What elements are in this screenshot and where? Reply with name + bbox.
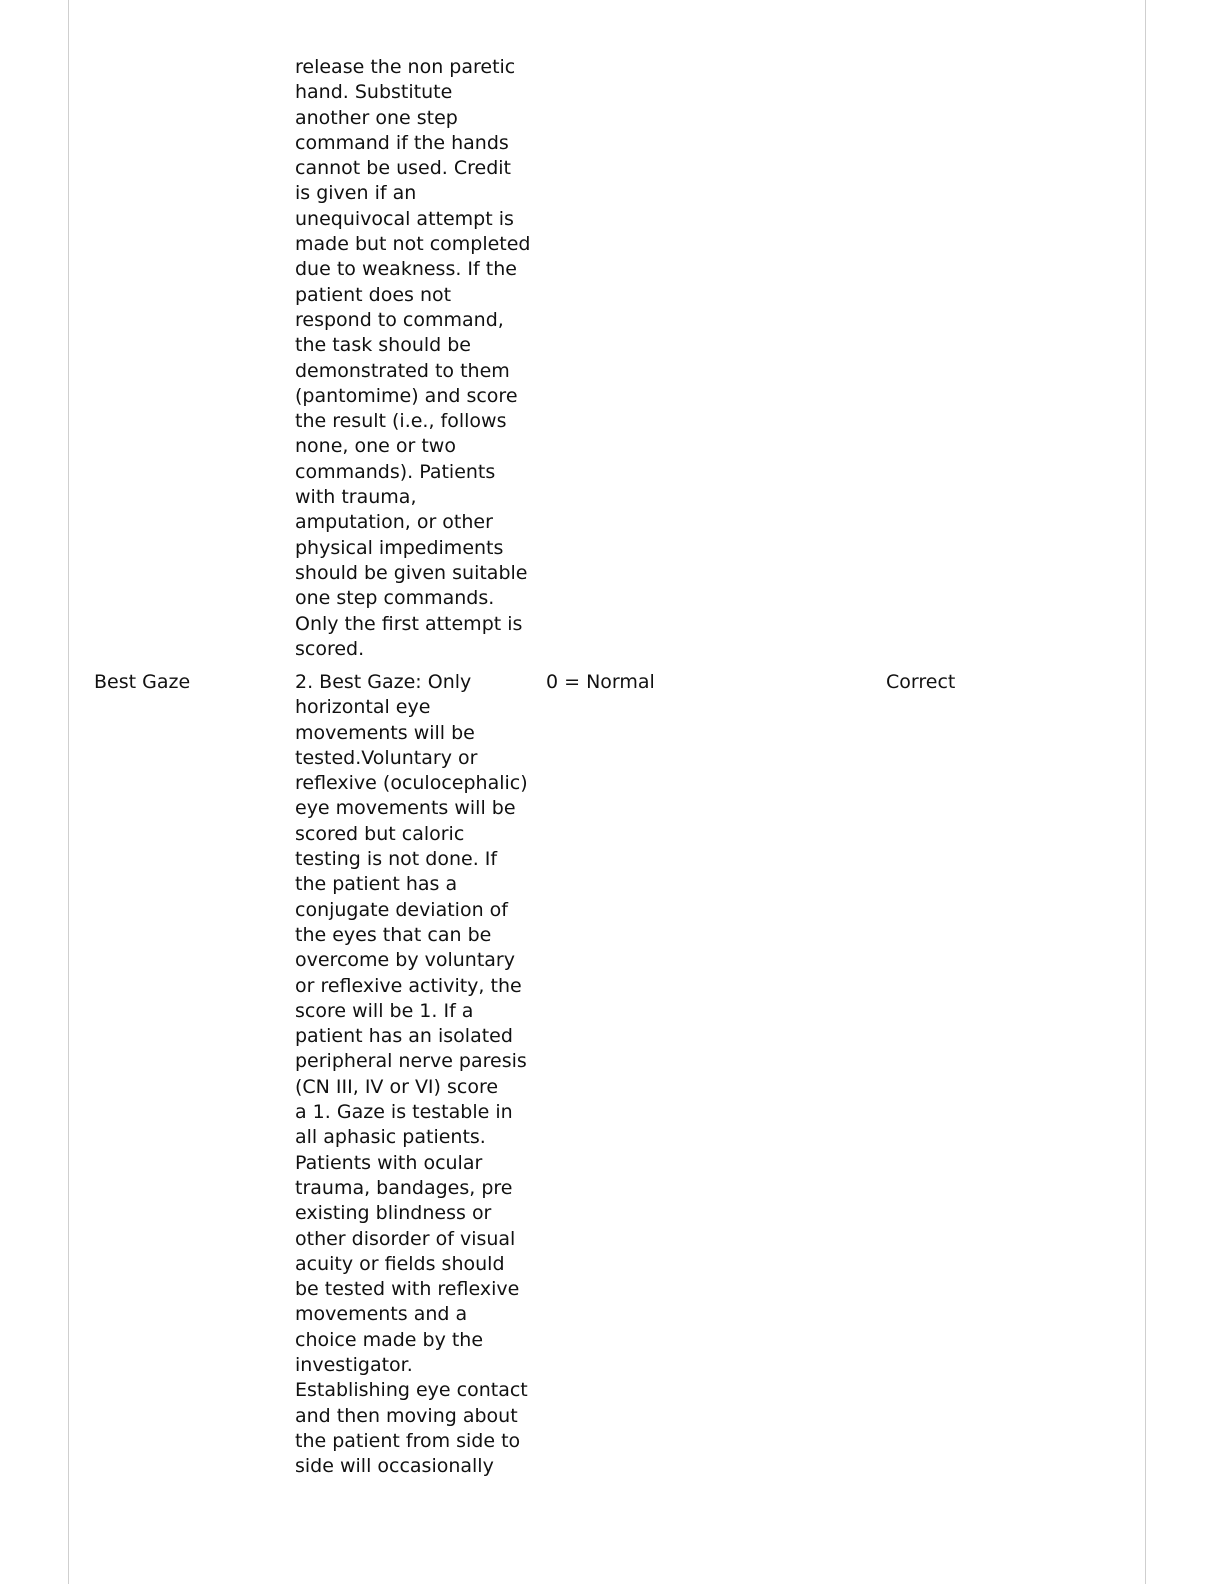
- page-border-right: [1145, 0, 1146, 1584]
- best-gaze-response-cell: 0 = Normal: [546, 671, 655, 693]
- page-border-left: [68, 0, 69, 1584]
- continued-instructions-cell: release the non paretic hand. Substitute another one step command if the hands cannot be used. Credit is given if an unequivocal attempt is made but not completed due to weakness. If the patient does not respond to command, the task should be demonstrated to them (pantomime) and score the result (i.e., follows none, one or two commands). Patients with trauma, amputation, or other physical impediments should be given suitable one step commands. Only the first attempt is scored.: [295, 56, 531, 660]
- best-gaze-label-cell: Best Gaze: [94, 671, 191, 693]
- best-gaze-instructions-cell: 2. Best Gaze: Only horizontal eye movements will be tested.Voluntary or reflexive (oculocephalic) eye movements will be scored but caloric testing is not done. If the patient has a conjugate deviation of the eyes that can be overcome by voluntary or reflexive activity, the score will be 1. If a patient has an isolated peripheral nerve paresis (CN III, IV or VI) score a 1. Gaze is testable in all aphasic patients. Patients with ocular trauma, bandages, pre existing blindness or other disorder of visual acuity or fields should be tested with reflexive movements and a choice made by the investigator. Establishing eye contact and then moving about the patient from side to side will occasionally: [295, 671, 528, 1478]
- best-gaze-result-cell: Correct: [886, 671, 956, 693]
